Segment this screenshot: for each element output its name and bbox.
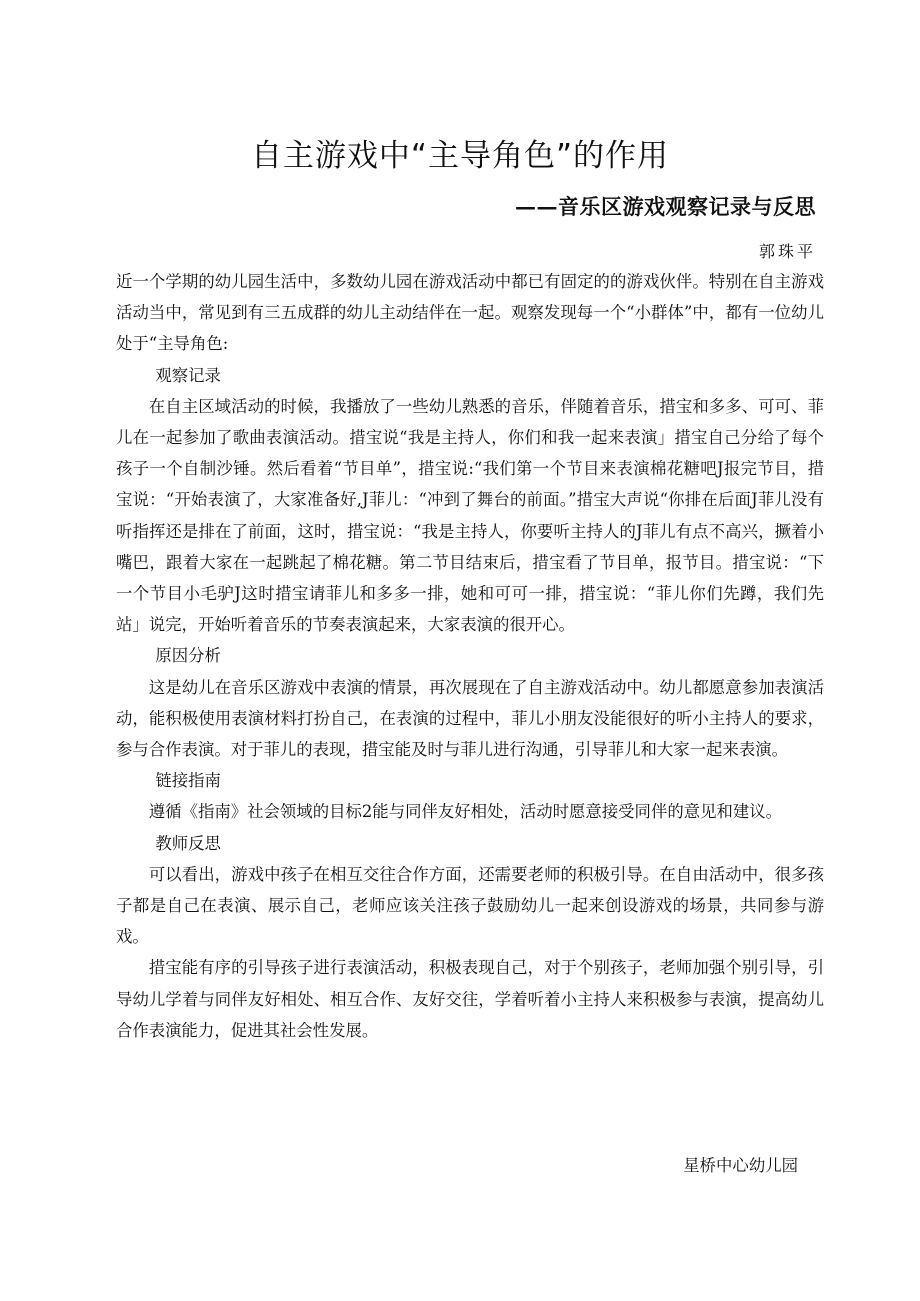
author-name: 郭珠平 <box>758 242 816 261</box>
section-heading-analysis: 原因分析 <box>155 646 221 666</box>
document-title: 自主游戏中“主导角色”的作用 <box>250 138 670 174</box>
observation-paragraph: 在自主区域活动的时候，我播放了一些幼儿熟悉的音乐，伴随着音乐，措宝和多多、可可、菲儿在一起参加了歌曲表演活动。措宝说“我是主持人，你们和我一起来表演」措宝自己分给了每个孩子一个自制沙锤。然后看着“节目单”，措宝说:“我们第一个节目来表演棉花糖吧J报完节目，措宝说：“开始表演了，大家准备好,J菲儿：“冲到了舞台的前面。”措宝大声说“你排在后面J菲儿没有听指挥还是排在了前面，这时，措宝说：“我是主持人，你要听主持人的J菲儿有点不高兴，撅着小嘴巴，跟着大家在一起跳起了棉花糖。第二节目结束后，措宝看了节目单，报节目。措宝说：“下一个节目小毛驴J这时措宝请菲儿和多多一排，她和可可一排，措宝说：“菲儿你们先蹲，我们先站」说完，开始听着音乐的节奏表演起来，大家表演的很开心。 <box>116 396 824 635</box>
section-heading-reflection: 教师反思 <box>155 833 221 853</box>
reflection-paragraph-2: 措宝能有序的引导孩子进行表演活动，积极表现自己，对于个别孩子，老师加强个别引导，引导幼儿学着与同伴友好相处、相互合作、友好交往，学着听着小主持人来积极参与表演，提高幼儿合作表演能力，促进其社会性发展。 <box>116 958 824 1040</box>
guide-paragraph: 遵循《指南》社会领域的目标2能与同伴友好相处，活动时愿意接受同伴的意见和建议。 <box>148 802 783 822</box>
intro-paragraph: 近一个学期的幼儿园生活中，多数幼儿园在游戏活动中都已有固定的的游戏伙伴。特别在自主游戏活动当中，常见到有三五成群的幼儿主动结伴在一起。观察发现每一个“小群体”中，都有一位幼儿处于“主导角色: <box>116 272 824 354</box>
document-subtitle: ——音乐区游戏观察记录与反思 <box>515 194 816 219</box>
reflection-paragraph-1: 可以看出，游戏中孩子在相互交往合作方面，还需要老师的积极引导。在自由活动中，很多孩子都是自己在表演、展示自己，老师应该关注孩子鼓励幼儿一起来创设游戏的场景，共同参与游戏。 <box>116 864 824 947</box>
section-heading-observation: 观察记录 <box>155 365 221 385</box>
kindergarten-signoff: 星桥中心幼儿园 <box>683 1156 798 1175</box>
document-body <box>116 266 824 1046</box>
analysis-paragraph: 这是幼儿在音乐区游戏中表演的情景，再次展现在了自主游戏活动中。幼儿都愿意参加表演活动，能积极使用表演材料打扮自己，在表演的过程中，菲儿小朋友没能很好的听小主持人的要求，参与合作表演。对于菲儿的表现，措宝能及时与菲儿进行沟通，引导菲儿和大家一起来表演。 <box>116 677 824 760</box>
section-heading-guide: 链接指南 <box>155 771 221 791</box>
